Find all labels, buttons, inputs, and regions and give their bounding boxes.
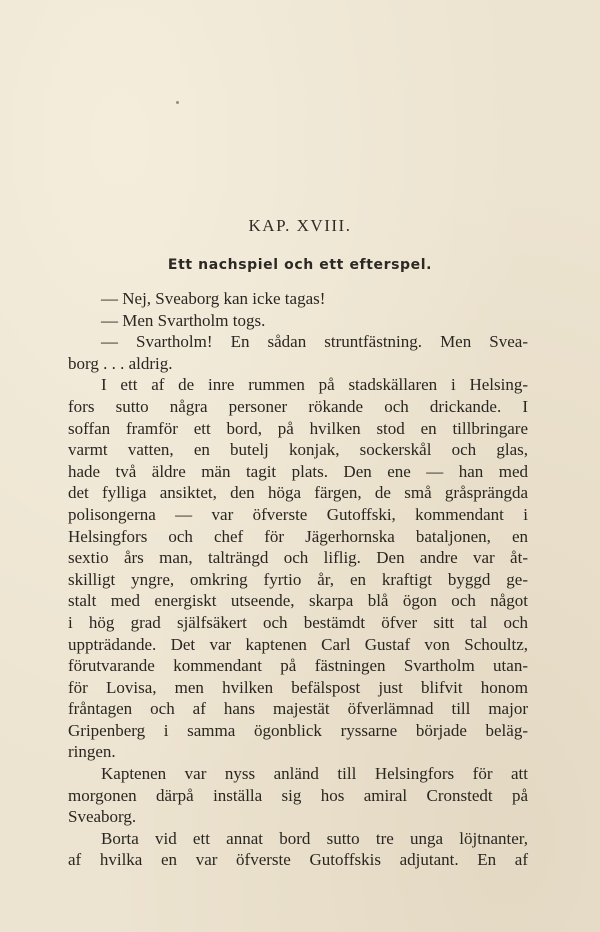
text-line-10: det fylliga ansiktet, den höga färgen, de små gråsprängda [68,483,528,503]
text-line-26: Borta vid ett annat bord sutto tre unga löjtnanter, [101,828,528,848]
text-line-27: af hvilka en var öfverste Gutoffskis adjutant. En af [68,850,528,870]
text-line-5: I ett af de inre rummen på stadskällaren i Helsing- [101,375,528,395]
text-line-7: soffan framför ett bord, på hvilken stod en tillbringare [68,418,528,438]
text-line-2: — Men Svartholm togs. [101,310,266,330]
text-line-16: i hög grad själfsäkert och bestämdt öfver sitt tal och [68,612,528,632]
chapter-heading: KAP. XVIII. [248,216,352,235]
text-line-12: Helsingfors och chef för Jägerhornska bataljonen, en [68,526,528,546]
text-line-13: sextio års man, talträngd och liflig. Den andre var åt- [68,548,528,568]
text-line-8: varmt vatten, en butelj konjak, sockerskål och glas, [68,440,528,460]
text-line-20: fråntagen och af hans majestät öfverlämnad till major [68,699,528,719]
text-line-22: ringen. [68,742,116,762]
text-line-18: förutvarande kommendant på fästningen Svartholm utan- [68,656,528,676]
text-line-23: Kaptenen var nyss anländ till Helsingfors för att [101,764,528,784]
text-line-14: skilligt yngre, omkring fyrtio år, en kraftigt byggd ge- [68,569,528,589]
text-line-17: uppträdande. Det var kaptenen Carl Gustaf von Schoultz, [68,634,528,654]
text-line-4: borg . . . aldrig. [68,353,173,373]
body-text [68,288,528,871]
text-line-25: Sveaborg. [68,807,137,827]
text-line-15: stalt med energiskt utseende, skarpa blå ögon och något [68,591,528,611]
text-line-19: för Lovisa, men hvilken befälspost just blifvit honom [68,677,528,697]
print-speck [176,101,179,104]
chapter-title: Ett nachspiel och ett efterspel. [167,257,433,273]
text-line-11: polisongerna — var öfverste Gutoffski, kommendant i [68,504,528,524]
text-line-9: hade två äldre män tagit plats. Den ene — han med [68,461,528,481]
text-line-3: — Svartholm! En sådan struntfästning. Men Svea- [101,332,528,352]
text-line-6: fors sutto några personer rökande och drickande. I [68,396,528,416]
text-line-24: morgonen därpå inställa sig hos amiral Cronstedt på [68,785,528,805]
text-line-1: — Nej, Sveaborg kan icke tagas! [101,289,326,308]
text-line-21: Gripenberg i samma ögonblick ryssarne började beläg- [68,720,528,740]
